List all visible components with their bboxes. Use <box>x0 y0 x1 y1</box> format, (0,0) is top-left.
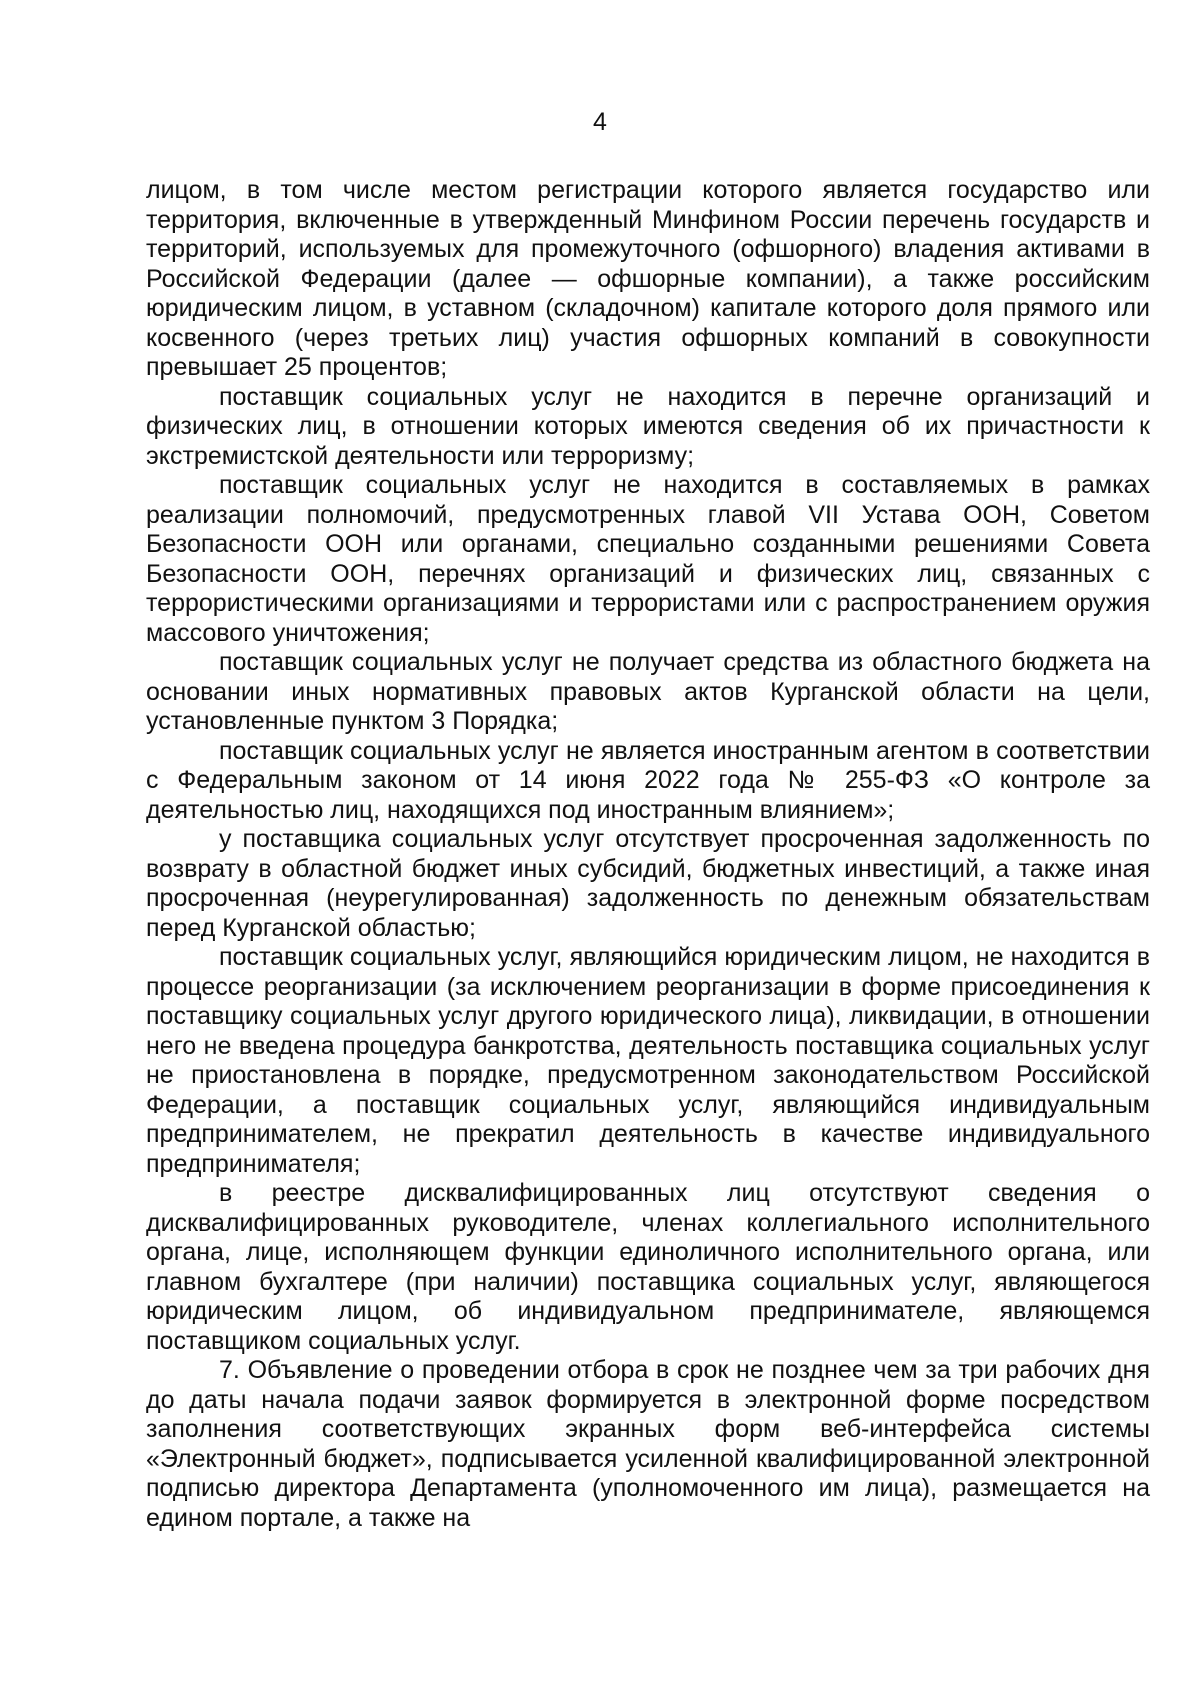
paragraph-reorganization: поставщик социальных услуг, являющийся юридическим лицом, не находится в процессе реорганизации (за исключением реорганизации в форме присоединения к поставщику социальных услуг другого юридического лица), ликвидации, в отношении него не введена процедура банкротства, деятельность поставщика социальных услуг не приостановлена в порядке, предусмотренном законодательством Российской Федерации, а поставщик социальных услуг, являющийся индивидуальным предпринимателем, не прекратил деятельность в качестве индивидуального предпринимателя; <box>146 943 1150 1178</box>
page-number: 4 <box>593 108 607 136</box>
paragraph-debt: у поставщика социальных услуг отсутствует просроченная задолженность по возврату в областной бюджет иных субсидий, бюджетных инвестиций, а также иная просроченная (неурегулированная) задолженность по денежным обязательствам перед Курганской областью; <box>146 825 1150 942</box>
paragraph-continuation: лицом, в том числе местом регистрации которого является государство или территория, включенные в утвержденный Минфином России перечень государств и территорий, используемых для промежуточного (офшорного) владения активами в Российской Федерации (далее — офшорные компании), а также российским юридическим лицом, в уставном (складочном) капитале которого доля прямого или косвенного (через третьих лиц) участия офшорных компаний в совокупности превышает 25 процентов; <box>146 176 1150 381</box>
document-body <box>146 176 1150 1533</box>
paragraph-budget-funds: поставщик социальных услуг не получает средства из областного бюджета на основании иных нормативных правовых актов Курганской области на цели, установленные пунктом 3 Порядка; <box>146 648 1150 735</box>
paragraph-un-sanctions: поставщик социальных услуг не находится в составляемых в рамках реализации полномочий, предусмотренных главой VII Устава ООН, Советом Безопасности ООН или органами, специально созданными решениями Совета Безопасности ООН, перечнях организаций и физических лиц, связанных с террористическими организациями и террористами или с распространением оружия массового уничтожения; <box>146 471 1150 647</box>
paragraph-extremism: поставщик социальных услуг не находится в перечне организаций и физических лиц, в отношении которых имеются сведения об их причастности к экстремистской деятельности или терроризму; <box>146 382 1150 470</box>
paragraph-disqualified-registry: в реестре дисквалифицированных лиц отсутствуют сведения о дисквалифицированных руководителе, членах коллегиального исполнительного органа, лице, исполняющем функции единоличного исполнительного органа, или главном бухгалтере (при наличии) поставщика социальных услуг, являющегося юридическим лицом, об индивидуальном предпринимателе, являющемся поставщиком социальных услуг. <box>146 1179 1150 1355</box>
paragraph-item-7: 7. Объявление о проведении отбора в срок не позднее чем за три рабочих дня до даты начала подачи заявок формируется в электронной форме посредством заполнения соответствующих экранных форм веб-интерфейса системы «Электронный бюджет», подписывается усиленной квалифицированной электронной подписью директора Департамента (уполномоченного им лица), размещается на едином портале, а также на <box>146 1356 1150 1532</box>
paragraph-foreign-agent: поставщик социальных услуг не является иностранным агентом в соответствии с Федеральным законом от 14 июня 2022 года № 255-ФЗ «О контроле за деятельностью лиц, находящихся под иностранным влиянием»; <box>146 736 1150 824</box>
